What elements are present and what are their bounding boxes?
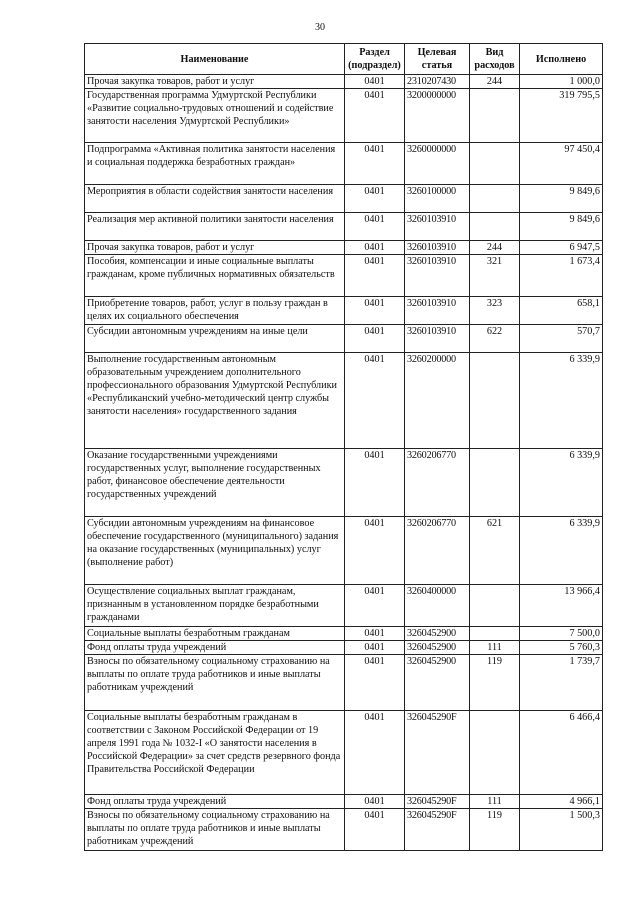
table-row [85,627,603,641]
cell-name: Государственная программа Удмуртской Республики «Развитие социально-трудовых отношений и содействие занятости населения Удмуртской Республики» [85,89,345,143]
cell-type [470,213,520,241]
cell-type [470,143,520,185]
cell-name: Приобретение товаров, работ, услуг в пользу граждан в целях их социального обеспечения [85,297,345,325]
cell-value: 1 739,7 [520,655,603,711]
cell-section: 0401 [345,89,405,143]
cell-value: 4 966,1 [520,795,603,809]
cell-section: 0401 [345,655,405,711]
cell-type [470,449,520,517]
cell-section: 0401 [345,185,405,213]
header-article [405,44,470,75]
cell-name: Мероприятия в области содействия занятости населения [85,185,345,213]
cell-section: 0401 [345,255,405,297]
cell-name: Субсидии автономным учреждениям на финансовое обеспечение государственного (муниципального) задания на оказание государственных (муниципальных) услуг (выполнение работ) [85,517,345,585]
cell-article: 3260103910 [405,325,470,353]
cell-name: Прочая закупка товаров, работ и услуг [85,75,345,89]
table-row [85,297,603,325]
table-row [85,585,603,627]
header-section [345,44,405,75]
cell-article: 3260452900 [405,641,470,655]
cell-value: 1 673,4 [520,255,603,297]
cell-value: 1 500,3 [520,809,603,851]
cell-type [470,185,520,213]
cell-type: 621 [470,517,520,585]
cell-value: 6 339,9 [520,353,603,449]
cell-type: 119 [470,655,520,711]
cell-value: 1 000,0 [520,75,603,89]
page-number: 30 [315,22,325,33]
cell-article: 3260452900 [405,627,470,641]
cell-type: 323 [470,297,520,325]
header-name-text: Наименование [180,53,249,65]
cell-article: 3260100000 [405,185,470,213]
cell-type [470,353,520,449]
budget-table [84,43,603,851]
cell-article: 3200000000 [405,89,470,143]
cell-value: 9 849,6 [520,185,603,213]
cell-value: 319 795,5 [520,89,603,143]
table-row [85,517,603,585]
table-row [85,449,603,517]
header-type [470,44,520,75]
cell-section: 0401 [345,585,405,627]
table-row [85,89,603,143]
cell-name: Субсидии автономным учреждениям на иные цели [85,325,345,353]
cell-article: 2310207430 [405,75,470,89]
cell-name: Пособия, компенсации и иные социальные выплаты гражданам, кроме публичных нормативных обязательств [85,255,345,297]
cell-type: 119 [470,809,520,851]
cell-value: 570,7 [520,325,603,353]
cell-name: Выполнение государственным автономным образовательным учреждением дополнительного профессионального образования Удмуртской Республики «Республиканский учебно-методический центр службы занятости населения» государственного задания [85,353,345,449]
cell-name: Оказание государственными учреждениями государственных услуг, выполнение государственных работ, финансовое обеспечение деятельности государственных учреждений [85,449,345,517]
cell-type: 111 [470,641,520,655]
cell-section: 0401 [345,641,405,655]
cell-section: 0401 [345,325,405,353]
cell-type: 321 [470,255,520,297]
cell-name: Прочая закупка товаров, работ и услуг [85,241,345,255]
cell-article: 3260103910 [405,297,470,325]
header-section-line1: Раздел [359,47,390,58]
header-article-line2: статья [421,60,453,71]
cell-name: Осуществление социальных выплат гражданам, признанным в установленном порядке безработными гражданами [85,585,345,627]
table-row [85,241,603,255]
cell-section: 0401 [345,449,405,517]
cell-section: 0401 [345,711,405,795]
cell-section: 0401 [345,517,405,585]
cell-name: Фонд оплаты труда учреждений [85,641,345,655]
cell-value: 13 966,4 [520,585,603,627]
cell-section: 0401 [345,213,405,241]
cell-type: 244 [470,241,520,255]
cell-article: 3260400000 [405,585,470,627]
cell-section: 0401 [345,809,405,851]
cell-name: Социальные выплаты безработным гражданам в соответствии с Законом Российской Федерации от 19 апреля 1991 года № 1032-I «О занятости населения в Российской Федерации» за счет средств резервного фонда Правительства Российской Федерации [85,711,345,795]
table-row [85,655,603,711]
cell-section: 0401 [345,297,405,325]
cell-type: 244 [470,75,520,89]
table-row [85,75,603,89]
header-value [520,44,603,75]
cell-value: 6 339,9 [520,517,603,585]
table-row [85,353,603,449]
cell-type: 622 [470,325,520,353]
table-row [85,185,603,213]
cell-value: 6 466,4 [520,711,603,795]
table-row [85,325,603,353]
cell-article: 3260200000 [405,353,470,449]
cell-article: 3260103910 [405,213,470,241]
cell-value: 9 849,6 [520,213,603,241]
table-row [85,143,603,185]
table-row [85,255,603,297]
cell-article: 3260103910 [405,255,470,297]
cell-type [470,711,520,795]
header-value-text: Исполнено [535,53,587,65]
header-type-line1: Вид [485,47,504,58]
header-article-line1: Целевая [417,47,457,58]
cell-name: Взносы по обязательному социальному страхованию на выплаты по оплате труда работников и иные выплаты работникам учреждений [85,809,345,851]
cell-article: 3260452900 [405,655,470,711]
cell-type [470,89,520,143]
table-header-row [85,44,603,75]
cell-section: 0401 [345,627,405,641]
cell-name: Взносы по обязательному социальному страхованию на выплаты по оплате труда работников и иные выплаты работникам учреждений [85,655,345,711]
table-row [85,641,603,655]
header-type-line2: расходов [474,60,515,71]
cell-type [470,585,520,627]
cell-section: 0401 [345,143,405,185]
cell-article: 326045290F [405,809,470,851]
cell-value: 97 450,4 [520,143,603,185]
table-row [85,809,603,851]
cell-name: Реализация мер активной политики занятости населения [85,213,345,241]
cell-article: 326045290F [405,795,470,809]
cell-article: 3260206770 [405,517,470,585]
table-row [85,711,603,795]
cell-article: 3260000000 [405,143,470,185]
header-name [85,44,345,75]
cell-article: 3260103910 [405,241,470,255]
cell-article: 326045290F [405,711,470,795]
table-row [85,795,603,809]
header-section-line2: (подраздел) [348,60,401,71]
cell-name: Фонд оплаты труда учреждений [85,795,345,809]
cell-section: 0401 [345,75,405,89]
cell-value: 658,1 [520,297,603,325]
cell-value: 6 339,9 [520,449,603,517]
table-row [85,213,603,241]
cell-value: 5 760,3 [520,641,603,655]
cell-value: 6 947,5 [520,241,603,255]
cell-section: 0401 [345,353,405,449]
cell-name: Подпрограмма «Активная политика занятости населения и социальная поддержка безработных граждан» [85,143,345,185]
cell-type: 111 [470,795,520,809]
cell-name: Социальные выплаты безработным гражданам [85,627,345,641]
cell-section: 0401 [345,795,405,809]
cell-article: 3260206770 [405,449,470,517]
cell-section: 0401 [345,241,405,255]
cell-type [470,627,520,641]
cell-value: 7 500,0 [520,627,603,641]
